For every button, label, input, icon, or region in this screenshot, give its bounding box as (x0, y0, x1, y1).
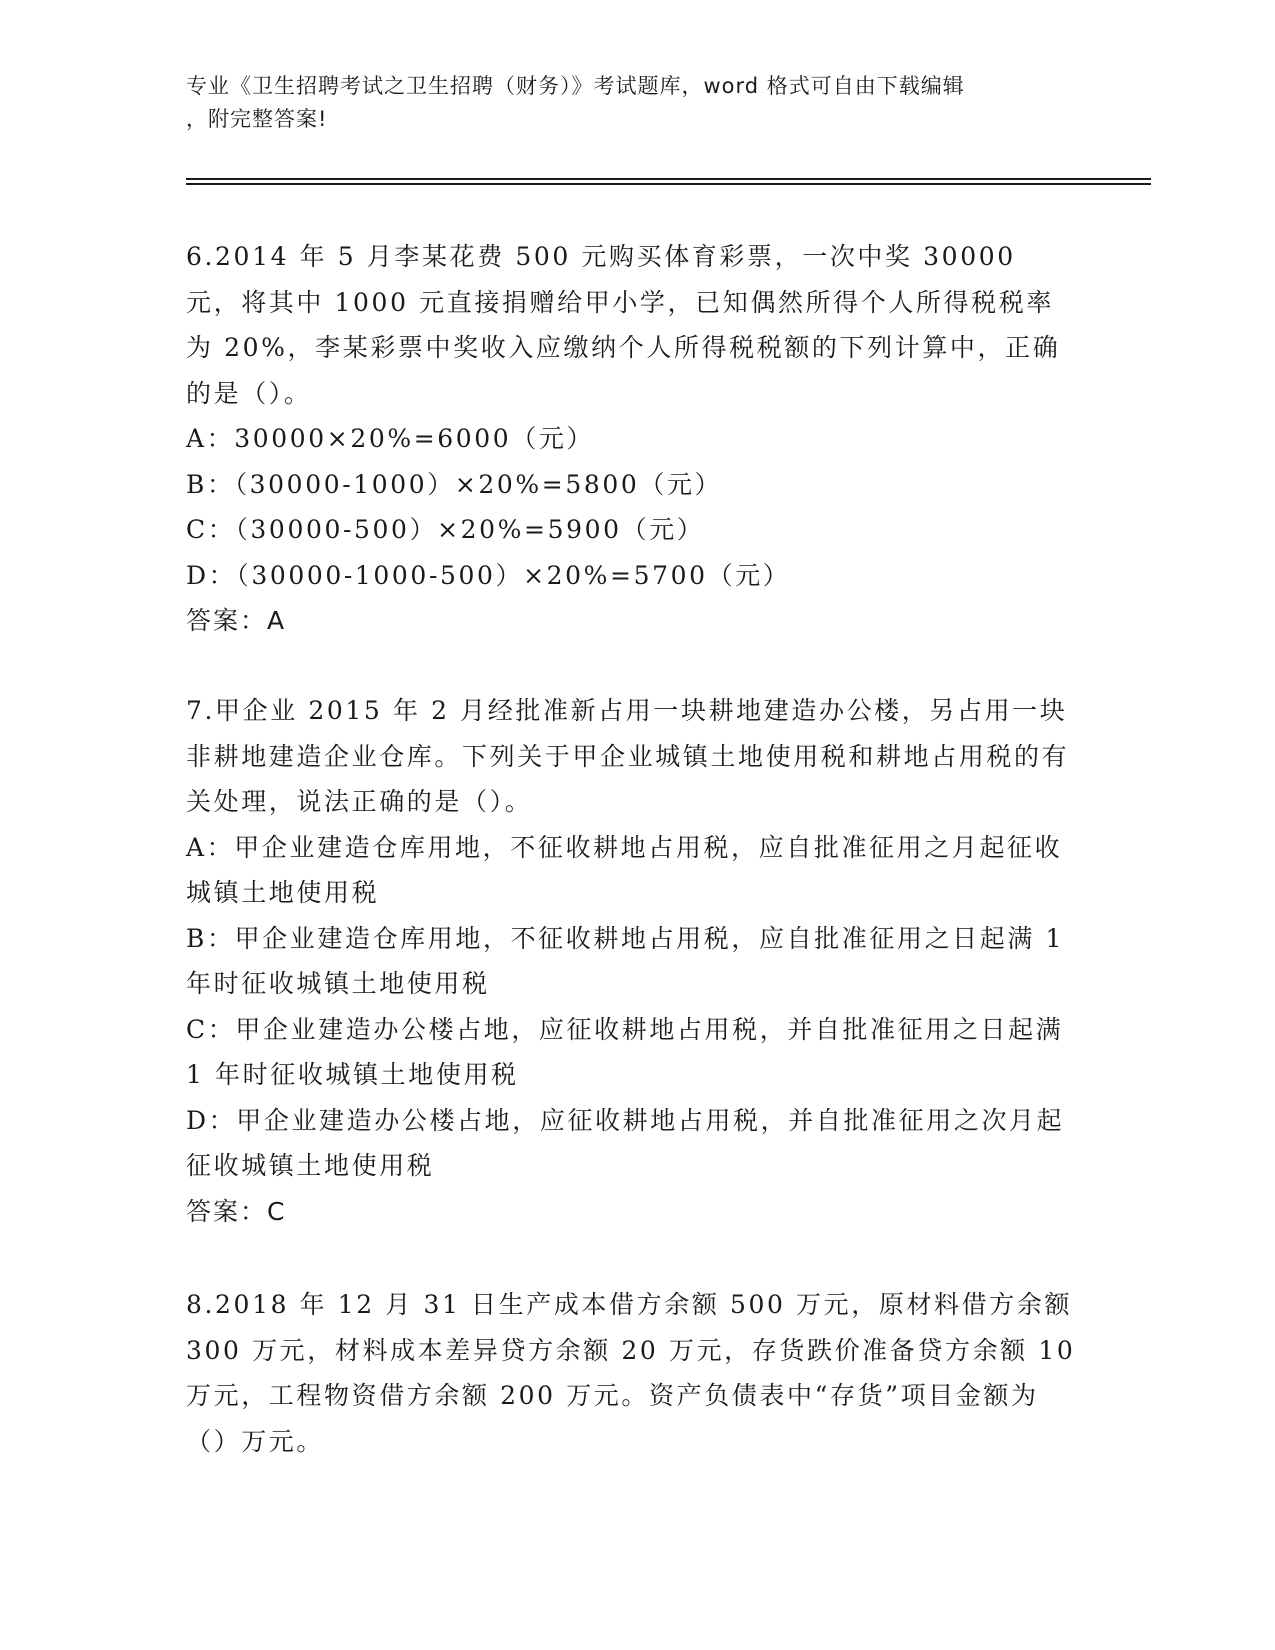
answer: 答案：C (186, 1196, 287, 1226)
question-6 (186, 234, 1076, 644)
question-8 (186, 1282, 1076, 1464)
document-header (186, 70, 1086, 136)
question-stem: 7.甲企业 2015 年 2 月经批准新占用一块耕地建造办公楼，另占用一块非耕地建造企业仓库。下列关于甲企业城镇土地使用税和耕地占用税的有关处理，说法正确的是（）。 (186, 696, 1070, 816)
option-b: B：（30000-1000）×20%=5800（元） (186, 469, 723, 499)
option-a: A：30000×20%=6000（元） (186, 424, 595, 453)
option-c: C：甲企业建造办公楼占地，应征收耕地占用税，并自批准征用之日起满 1 年时征收城镇土地使用税 (186, 1014, 1064, 1089)
option-d: D：（30000-1000-500）×20%=5700（元） (186, 560, 791, 590)
header-line-1: 专业《卫生招聘考试之卫生招聘（财务）》考试题库，word 格式可自由下载编辑 (186, 74, 965, 98)
option-c: C：（30000-500）×20%=5900（元） (186, 515, 705, 544)
answer: 答案：A (186, 606, 287, 635)
question-7 (186, 688, 1076, 1234)
question-stem: 6.2014 年 5 月李某花费 500 元购买体育彩票，一次中奖 30000 元，将其中 1000 元直接捐赠给甲小学，已知偶然所得个人所得税税率为 20%，李某彩票中奖收入应缴纳个人所得税税额的下列计算中，正确的是（）。 (186, 242, 1061, 408)
header-line-2: ，附完整答案! (186, 107, 328, 131)
option-b: B：甲企业建造仓库用地，不征收耕地占用税，应自批准征用之日起满 1 年时征收城镇土地使用税 (186, 923, 1065, 998)
option-a: A：甲企业建造仓库用地，不征收耕地占用税，应自批准征用之月起征收城镇土地使用税 (186, 832, 1063, 907)
question-stem: 8.2018 年 12 月 31 日生产成本借方余额 500 万元，原材料借方余额 300 万元，材料成本差异贷方余额 20 万元，存货跌价准备贷方余额 10 万元，工程物资借方余额 200 万元。资产负债表中“存货”项目金额为（）万元。 (186, 1290, 1076, 1456)
header-divider-top (186, 178, 1151, 180)
header-divider-bottom (186, 183, 1151, 185)
option-d: D：甲企业建造办公楼占地，应征收耕地占用税，并自批准征用之次月起征收城镇土地使用税 (186, 1105, 1065, 1180)
